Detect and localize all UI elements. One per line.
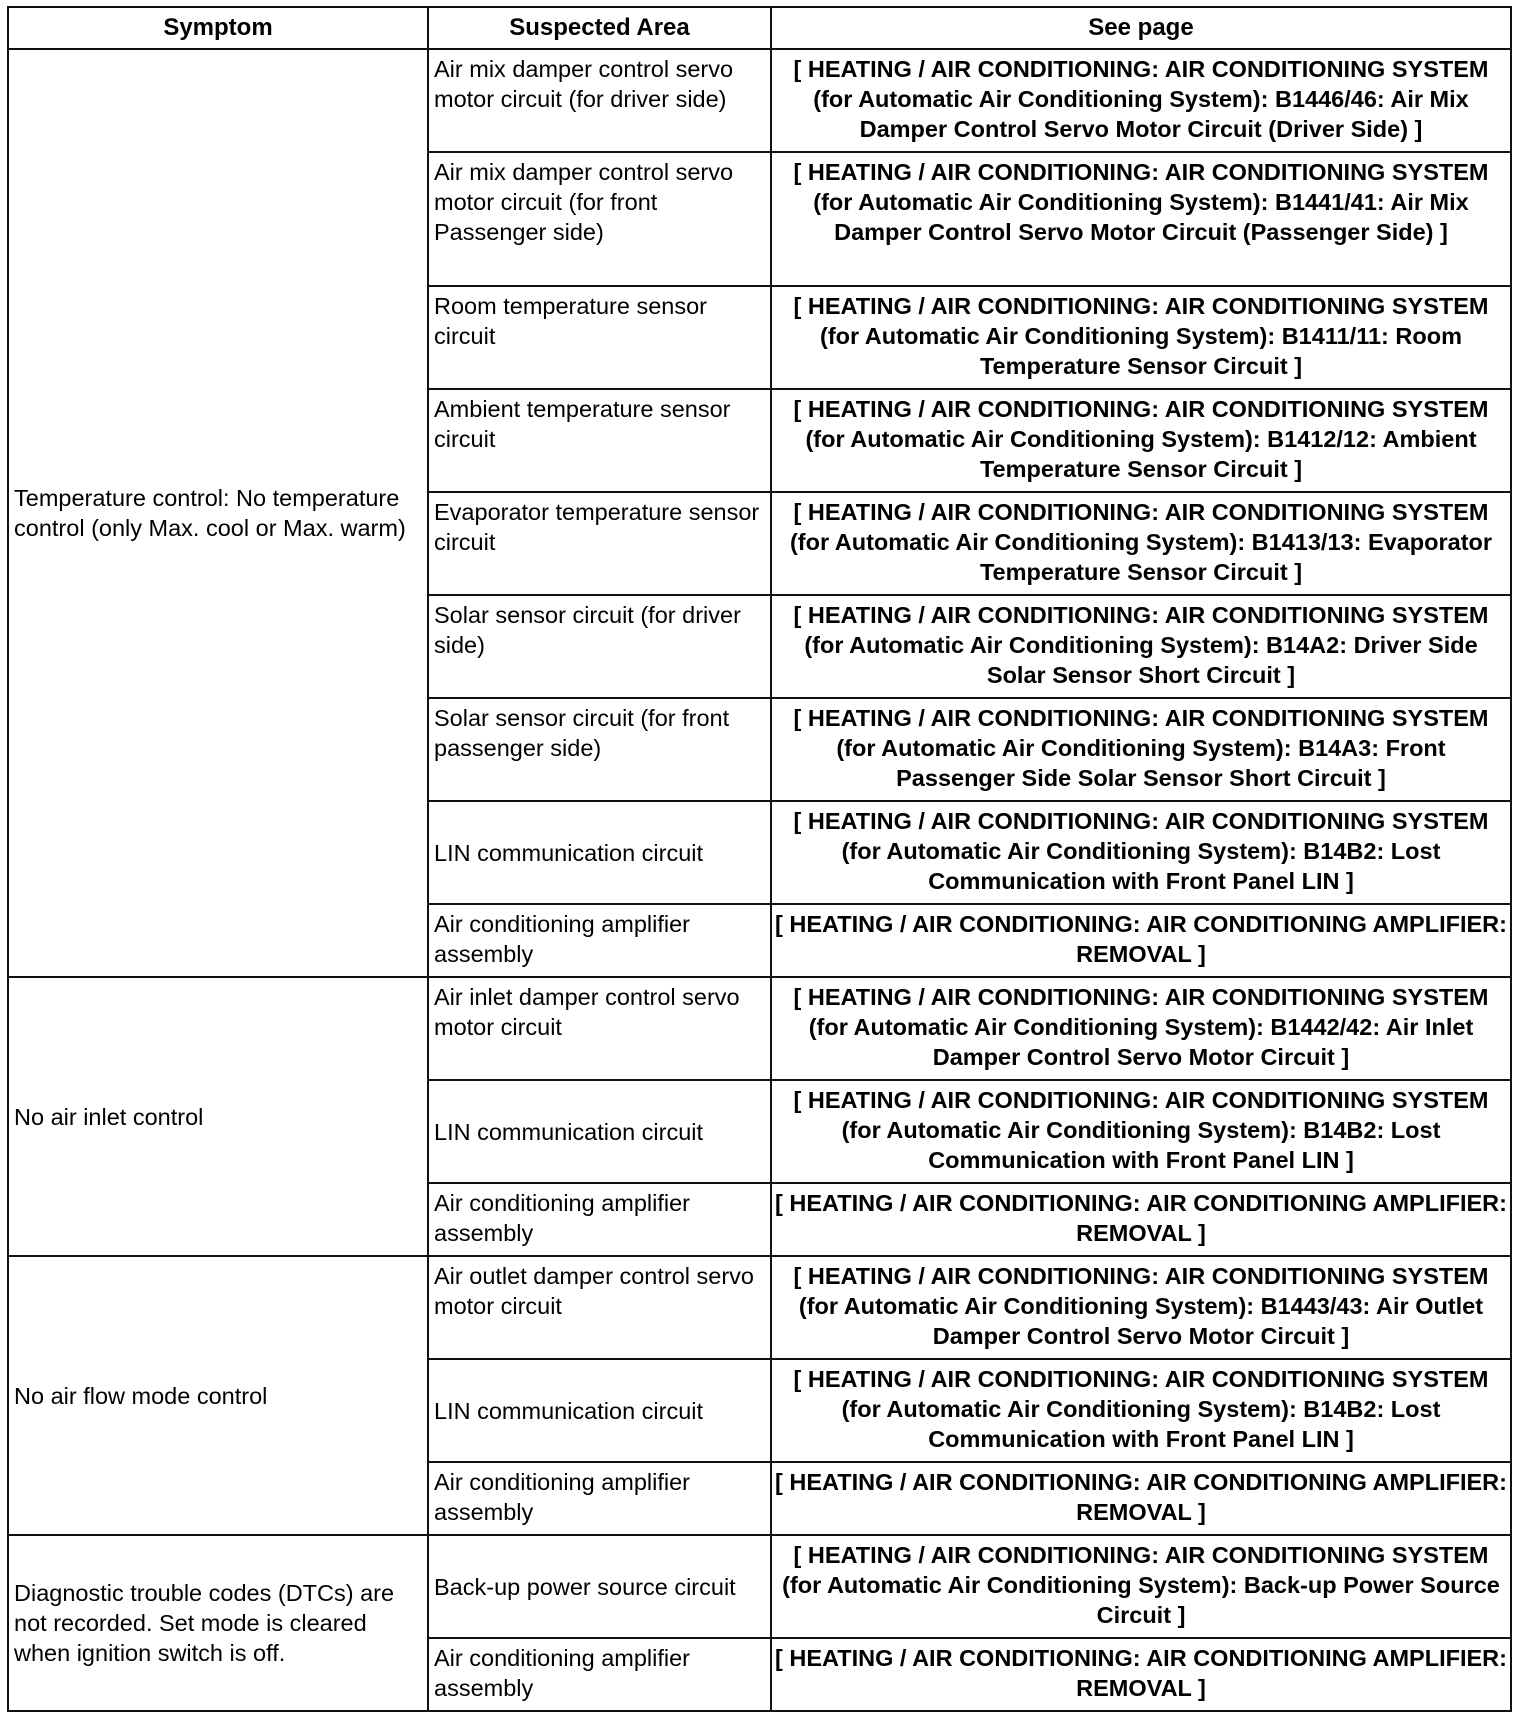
- suspected-area-cell: Air mix damper control servo motor circuit (for front Passenger side): [428, 152, 771, 286]
- table-row: [8, 49, 1511, 152]
- table-row: [8, 1535, 1511, 1638]
- see-page-link[interactable]: [ HEATING / AIR CONDITIONING: AIR CONDITIONING SYSTEM (for Automatic Air Conditioning System): B1413/13: Evaporator Temperature Sensor Circuit ]: [771, 492, 1511, 595]
- suspected-area-cell: Air conditioning amplifier assembly: [428, 1462, 771, 1535]
- symptom-cell: Diagnostic trouble codes (DTCs) are not recorded. Set mode is cleared when ignition switch is off.: [8, 1535, 428, 1711]
- header-see-page: See page: [771, 7, 1511, 49]
- problem-symptoms-table-container: [7, 6, 1512, 1712]
- suspected-area-cell: LIN communication circuit: [428, 1080, 771, 1183]
- see-page-link[interactable]: [ HEATING / AIR CONDITIONING: AIR CONDITIONING SYSTEM (for Automatic Air Conditioning System): B14A3: Front Passenger Side Solar Sensor Short Circuit ]: [771, 698, 1511, 801]
- see-page-link[interactable]: [ HEATING / AIR CONDITIONING: AIR CONDITIONING SYSTEM (for Automatic Air Conditioning System): B14B2: Lost Communication with Front Panel LIN ]: [771, 1359, 1511, 1462]
- suspected-area-cell: Ambient temperature sensor circuit: [428, 389, 771, 492]
- suspected-area-cell: Air conditioning amplifier assembly: [428, 904, 771, 977]
- suspected-area-cell: Air outlet damper control servo motor circuit: [428, 1256, 771, 1359]
- see-page-link[interactable]: [ HEATING / AIR CONDITIONING: AIR CONDITIONING AMPLIFIER: REMOVAL ]: [771, 1638, 1511, 1711]
- suspected-area-cell: Solar sensor circuit (for front passenger side): [428, 698, 771, 801]
- see-page-link[interactable]: [ HEATING / AIR CONDITIONING: AIR CONDITIONING SYSTEM (for Automatic Air Conditioning System): B1441/41: Air Mix Damper Control Servo Motor Circuit (Passenger Side) ]: [771, 152, 1511, 286]
- see-page-link[interactable]: [ HEATING / AIR CONDITIONING: AIR CONDITIONING SYSTEM (for Automatic Air Conditioning System): B1411/11: Room Temperature Sensor Circuit ]: [771, 286, 1511, 389]
- see-page-link[interactable]: [ HEATING / AIR CONDITIONING: AIR CONDITIONING SYSTEM (for Automatic Air Conditioning System): B14B2: Lost Communication with Front Panel LIN ]: [771, 801, 1511, 904]
- see-page-link[interactable]: [ HEATING / AIR CONDITIONING: AIR CONDITIONING SYSTEM (for Automatic Air Conditioning System): B1412/12: Ambient Temperature Sensor Circuit ]: [771, 389, 1511, 492]
- suspected-area-cell: LIN communication circuit: [428, 801, 771, 904]
- suspected-area-cell: Evaporator temperature sensor circuit: [428, 492, 771, 595]
- see-page-link[interactable]: [ HEATING / AIR CONDITIONING: AIR CONDITIONING SYSTEM (for Automatic Air Conditioning System): B1443/43: Air Outlet Damper Control Servo Motor Circuit ]: [771, 1256, 1511, 1359]
- suspected-area-cell: Solar sensor circuit (for driver side): [428, 595, 771, 698]
- see-page-link[interactable]: [ HEATING / AIR CONDITIONING: AIR CONDITIONING SYSTEM (for Automatic Air Conditioning System): B1446/46: Air Mix Damper Control Servo Motor Circuit (Driver Side) ]: [771, 49, 1511, 152]
- suspected-area-cell: Room temperature sensor circuit: [428, 286, 771, 389]
- see-page-link[interactable]: [ HEATING / AIR CONDITIONING: AIR CONDITIONING SYSTEM (for Automatic Air Conditioning System): Back-up Power Source Circuit ]: [771, 1535, 1511, 1638]
- see-page-link[interactable]: [ HEATING / AIR CONDITIONING: AIR CONDITIONING SYSTEM (for Automatic Air Conditioning System): B14A2: Driver Side Solar Sensor Short Circuit ]: [771, 595, 1511, 698]
- see-page-link[interactable]: [ HEATING / AIR CONDITIONING: AIR CONDITIONING SYSTEM (for Automatic Air Conditioning System): B14B2: Lost Communication with Front Panel LIN ]: [771, 1080, 1511, 1183]
- header-symptom: Symptom: [8, 7, 428, 49]
- see-page-link[interactable]: [ HEATING / AIR CONDITIONING: AIR CONDITIONING SYSTEM (for Automatic Air Conditioning System): B1442/42: Air Inlet Damper Control Servo Motor Circuit ]: [771, 977, 1511, 1080]
- problem-symptoms-table: [7, 6, 1512, 1712]
- symptom-cell: No air inlet control: [8, 977, 428, 1256]
- suspected-area-cell: Air conditioning amplifier assembly: [428, 1638, 771, 1711]
- table-row: [8, 977, 1511, 1080]
- suspected-area-cell: Air conditioning amplifier assembly: [428, 1183, 771, 1256]
- see-page-link[interactable]: [ HEATING / AIR CONDITIONING: AIR CONDITIONING AMPLIFIER: REMOVAL ]: [771, 1183, 1511, 1256]
- suspected-area-cell: Back-up power source circuit: [428, 1535, 771, 1638]
- table-row: [8, 1256, 1511, 1359]
- suspected-area-cell: LIN communication circuit: [428, 1359, 771, 1462]
- header-row: [8, 7, 1511, 49]
- symptom-cell: No air flow mode control: [8, 1256, 428, 1535]
- see-page-link[interactable]: [ HEATING / AIR CONDITIONING: AIR CONDITIONING AMPLIFIER: REMOVAL ]: [771, 1462, 1511, 1535]
- suspected-area-cell: Air inlet damper control servo motor circuit: [428, 977, 771, 1080]
- header-suspected-area: Suspected Area: [428, 7, 771, 49]
- see-page-link[interactable]: [ HEATING / AIR CONDITIONING: AIR CONDITIONING AMPLIFIER: REMOVAL ]: [771, 904, 1511, 977]
- symptom-cell: Temperature control: No temperature control (only Max. cool or Max. warm): [8, 49, 428, 977]
- suspected-area-cell: Air mix damper control servo motor circuit (for driver side): [428, 49, 771, 152]
